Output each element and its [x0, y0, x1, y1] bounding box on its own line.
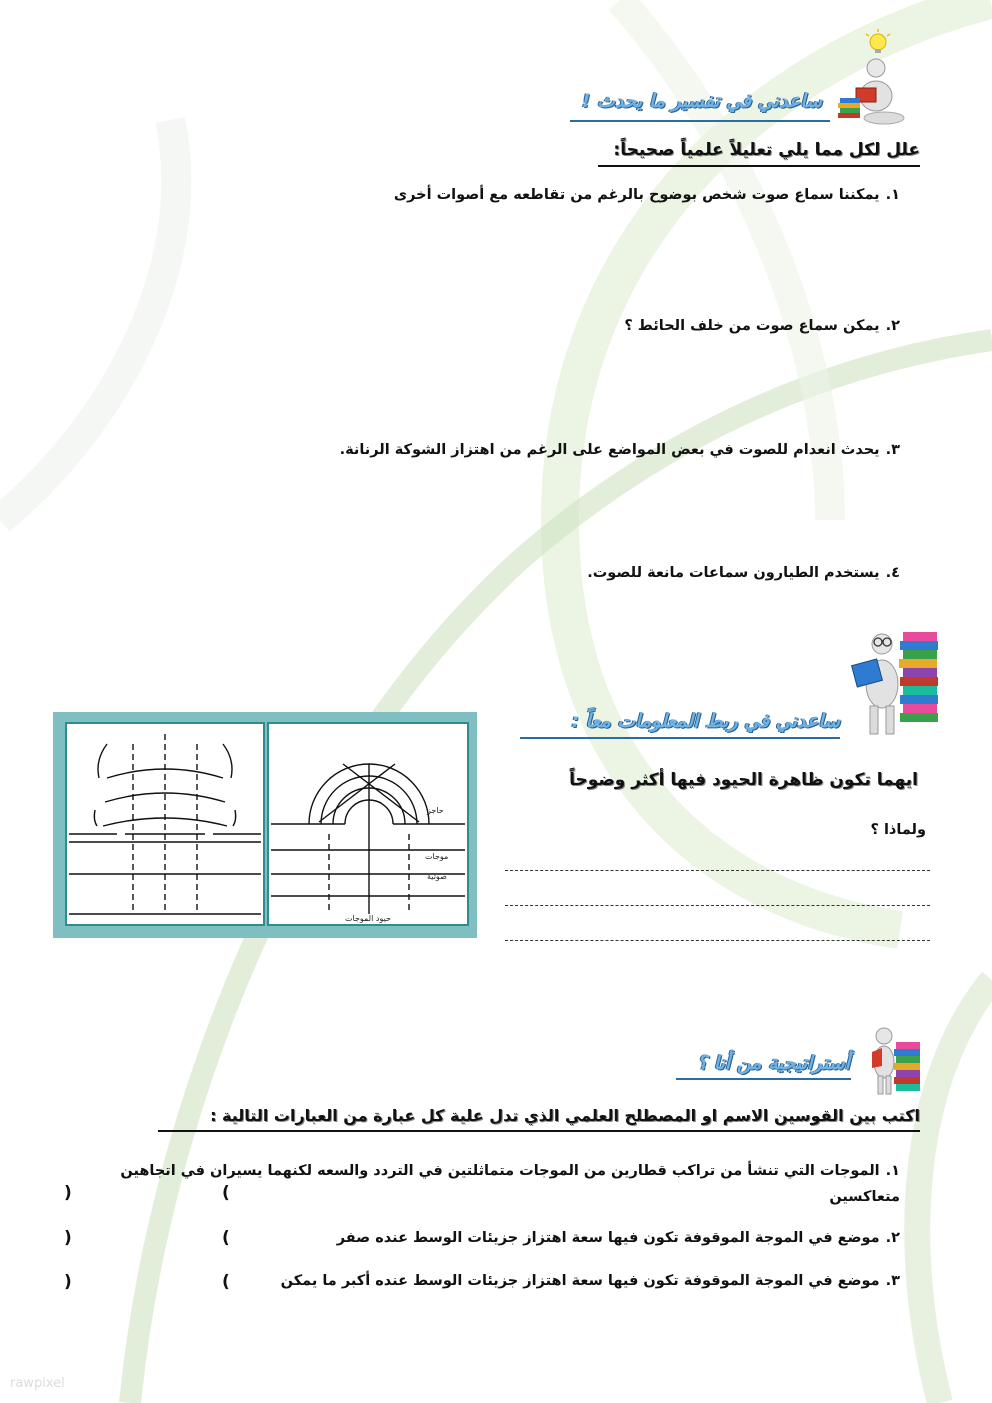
section1-title: ساعدني في تفسير ما يحدث !	[581, 90, 822, 112]
definition-item-2	[280, 1230, 900, 1246]
section2-title: ساعدني في ربط المعلومات معاً :	[571, 710, 840, 732]
section3-instruction: اكتب بين القوسين الاسم او المصطلح العلمي الذي تدل علية كل عبارة من العبارات التالية :	[210, 1106, 920, 1125]
watermark: rawpixel	[10, 1376, 65, 1391]
section2-question: ايهما تكون ظاهرة الحيود فيها أكثر وضوحاً	[569, 770, 918, 790]
label-waves-line2: صوتية	[427, 872, 447, 881]
diagram-narrow-gap	[267, 722, 469, 926]
section1-instruction: علل لكل مما يلي تعليلاً علمياً صحيحاً:	[613, 140, 920, 160]
diagram-wide-gap	[65, 722, 265, 926]
question-text: يمكن سماع صوت من خلف الحائط ؟	[624, 318, 880, 334]
item-number: ٢.	[885, 1230, 900, 1246]
question-4	[200, 565, 900, 581]
question-number: ٣.	[885, 442, 900, 458]
question-1	[200, 187, 900, 203]
question-number: ٢.	[885, 318, 900, 334]
wide-gap-diffraction-drawing	[67, 724, 263, 924]
lightbulb-icon	[866, 29, 890, 53]
who-am-i-icon	[866, 1022, 924, 1098]
answer-paren-open: (	[222, 1272, 230, 1292]
question-3	[200, 442, 900, 458]
answer-line[interactable]	[505, 870, 930, 871]
section3-title: أستراتيجية من أنا ؟	[697, 1052, 850, 1074]
narrow-gap-diffraction-drawing	[269, 724, 467, 924]
diffraction-diagram	[53, 712, 477, 938]
answer-paren-open: (	[222, 1183, 230, 1203]
section3-instruction-underline	[158, 1130, 920, 1132]
answer-paren-close: )	[64, 1272, 72, 1292]
label-waves-line1: موجات	[425, 852, 449, 861]
answer-line[interactable]	[505, 940, 930, 941]
books-student-icon	[848, 622, 943, 744]
section2-why: ولماذا ؟	[870, 822, 926, 838]
answer-paren-close: )	[64, 1228, 72, 1248]
answer-blank-3[interactable]	[76, 1273, 218, 1295]
section1-instruction-underline	[598, 165, 920, 167]
question-number: ٤.	[885, 565, 900, 581]
definition-item-3	[220, 1273, 900, 1289]
question-text: يحدث انعدام للصوت في بعض المواضع على الرغم من اهتزاز الشوكة الرنانة.	[339, 442, 880, 458]
section3-title-underline	[676, 1078, 851, 1080]
question-number: ١.	[885, 187, 900, 203]
answer-blank-1[interactable]	[76, 1184, 218, 1206]
answer-paren-close: )	[64, 1183, 72, 1203]
question-2	[200, 318, 900, 334]
answer-line[interactable]	[505, 905, 930, 906]
section1-title-underline	[570, 120, 830, 122]
answer-blank-2[interactable]	[76, 1229, 218, 1251]
item-number: ٣.	[885, 1273, 900, 1289]
item-text: موضع في الموجة الموقوفة تكون فيها سعة اهتزاز جزيئات الوسط عنده صفر	[336, 1230, 880, 1246]
label-barrier: حاجز	[427, 806, 444, 815]
question-text: يستخدم الطيارون سماعات مانعة للصوت.	[587, 565, 880, 581]
answer-paren-open: (	[222, 1228, 230, 1248]
item-number: ١.	[885, 1163, 900, 1179]
reading-student-icon	[832, 28, 912, 128]
label-caption: حيود الموجات	[345, 914, 391, 923]
section2-title-underline	[520, 737, 840, 739]
item-text: موضع في الموجة الموقوفة تكون فيها سعة اهتزاز جزيئات الوسط عنده أكبر ما يمكن	[280, 1273, 880, 1289]
item-text: الموجات التي تنشأ من تراكب قطارين من الموجات متماثلتين في التردد والسعه لكنهما يسيران في اتجاهين متعاكسين	[120, 1163, 900, 1205]
question-text: يمكننا سماع صوت شخص بوضوح بالرغم من تقاطعه مع أصوات أخرى	[393, 187, 880, 203]
